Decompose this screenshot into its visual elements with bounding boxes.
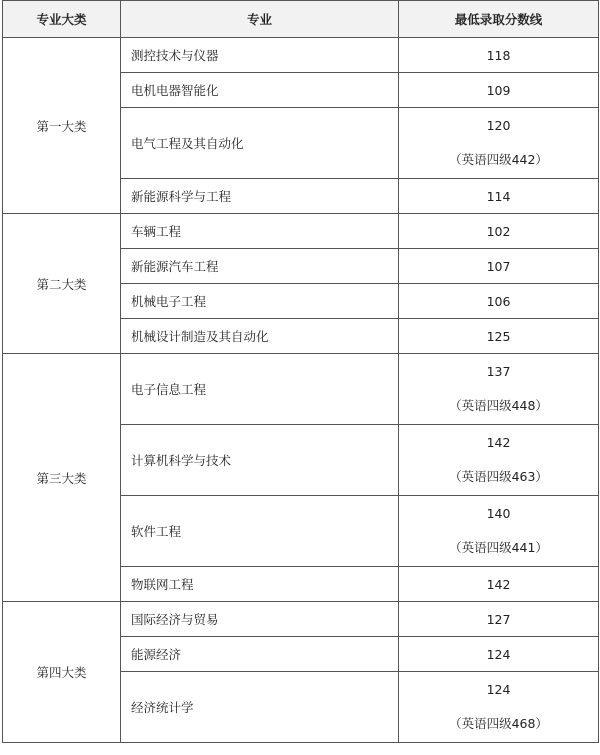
cet4-note: （英语四级463） xyxy=(449,469,548,484)
category-cell: 第四大类 xyxy=(3,602,121,743)
score-cell xyxy=(399,108,599,179)
score-cell: 142 xyxy=(399,567,599,602)
major-cell: 电子信息工程 xyxy=(121,354,399,425)
major-cell: 计算机科学与技术 xyxy=(121,425,399,496)
score-cell: 106 xyxy=(399,284,599,319)
header-min-score: 最低录取分数线 xyxy=(399,1,599,38)
cet4-note: （英语四级441） xyxy=(449,540,548,555)
major-cell: 电气工程及其自动化 xyxy=(121,108,399,179)
score-cell: 118 xyxy=(399,38,599,73)
major-cell: 经济统计学 xyxy=(121,672,399,743)
major-cell: 测控技术与仪器 xyxy=(121,38,399,73)
score-value: 124 xyxy=(486,682,511,697)
major-cell: 机械设计制造及其自动化 xyxy=(121,319,399,354)
major-cell: 车辆工程 xyxy=(121,214,399,249)
score-cell: 109 xyxy=(399,73,599,108)
table-row xyxy=(3,602,599,637)
major-cell: 能源经济 xyxy=(121,637,399,672)
score-cell: 124 xyxy=(399,637,599,672)
score-cell: 107 xyxy=(399,249,599,284)
header-major: 专业 xyxy=(121,1,399,38)
score-cell xyxy=(399,496,599,567)
header-category: 专业大类 xyxy=(3,1,121,38)
category-cell: 第三大类 xyxy=(3,354,121,602)
major-cell: 机械电子工程 xyxy=(121,284,399,319)
score-cell: 125 xyxy=(399,319,599,354)
score-cell: 102 xyxy=(399,214,599,249)
score-cell xyxy=(399,354,599,425)
major-cell: 软件工程 xyxy=(121,496,399,567)
table-row xyxy=(3,214,599,249)
cet4-note: （英语四级442） xyxy=(449,152,548,167)
table-row xyxy=(3,354,599,425)
score-value: 142 xyxy=(486,435,511,450)
category-cell: 第二大类 xyxy=(3,214,121,354)
admission-score-table xyxy=(2,0,599,743)
major-cell: 新能源科学与工程 xyxy=(121,179,399,214)
score-value: 137 xyxy=(486,364,511,379)
major-cell: 新能源汽车工程 xyxy=(121,249,399,284)
score-cell xyxy=(399,672,599,743)
header-row xyxy=(3,1,599,38)
score-cell xyxy=(399,425,599,496)
score-value: 140 xyxy=(486,506,511,521)
major-cell: 国际经济与贸易 xyxy=(121,602,399,637)
cet4-note: （英语四级448） xyxy=(449,398,548,413)
major-cell: 电机电器智能化 xyxy=(121,73,399,108)
score-cell: 127 xyxy=(399,602,599,637)
cet4-note: （英语四级468） xyxy=(449,716,548,731)
score-value: 120 xyxy=(486,118,511,133)
major-cell: 物联网工程 xyxy=(121,567,399,602)
category-cell: 第一大类 xyxy=(3,38,121,214)
score-cell: 114 xyxy=(399,179,599,214)
table-row xyxy=(3,38,599,73)
